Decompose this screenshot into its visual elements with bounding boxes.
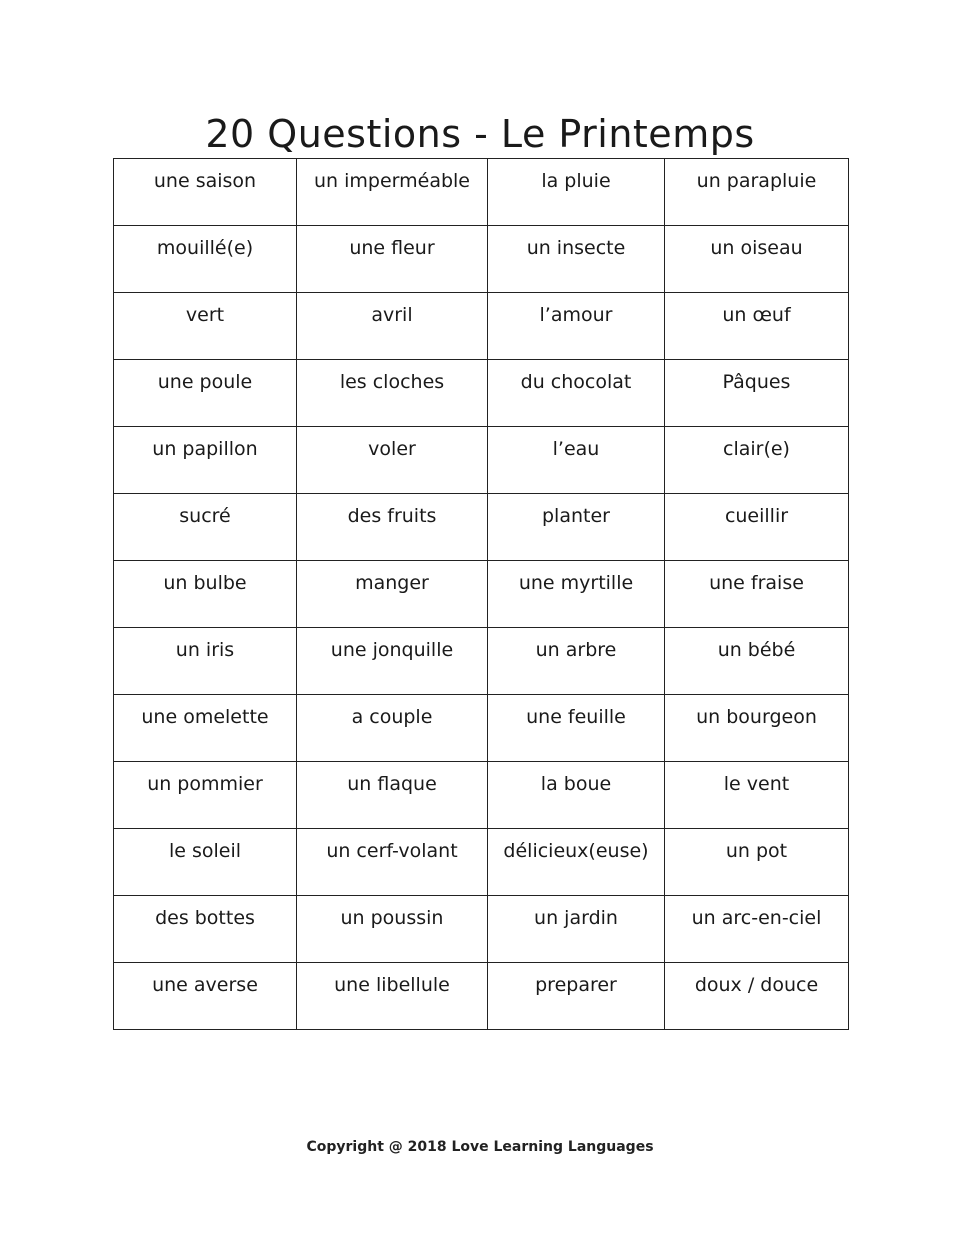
vocab-cell: clair(e) — [665, 427, 849, 494]
vocab-cell: une fraise — [665, 561, 849, 628]
table-row — [114, 427, 849, 494]
vocabulary-table-body — [114, 159, 849, 1030]
vocab-cell: la pluie — [488, 159, 665, 226]
vocab-cell: une omelette — [114, 695, 297, 762]
table-row — [114, 159, 849, 226]
vocab-cell: preparer — [488, 963, 665, 1030]
vocab-cell: un pot — [665, 829, 849, 896]
vocab-cell: des bottes — [114, 896, 297, 963]
vocabulary-table — [113, 158, 849, 1030]
table-row — [114, 226, 849, 293]
vocab-cell: avril — [297, 293, 488, 360]
vocab-cell: une libellule — [297, 963, 488, 1030]
vocab-cell: le vent — [665, 762, 849, 829]
vocab-cell: un cerf-volant — [297, 829, 488, 896]
vocab-cell: un arc-en-ciel — [665, 896, 849, 963]
vocab-cell: un imperméable — [297, 159, 488, 226]
vocab-cell: une myrtille — [488, 561, 665, 628]
vocab-cell: un papillon — [114, 427, 297, 494]
vocab-cell: un insecte — [488, 226, 665, 293]
vocab-cell: la boue — [488, 762, 665, 829]
vocab-cell: une averse — [114, 963, 297, 1030]
table-row — [114, 762, 849, 829]
page-title: 20 Questions - Le Printemps — [205, 112, 755, 156]
vocab-cell: l’amour — [488, 293, 665, 360]
table-row — [114, 494, 849, 561]
vocab-cell: planter — [488, 494, 665, 561]
table-row — [114, 695, 849, 762]
vocab-cell: un jardin — [488, 896, 665, 963]
vocab-cell: l’eau — [488, 427, 665, 494]
vocab-cell: délicieux(euse) — [488, 829, 665, 896]
vocab-cell: le soleil — [114, 829, 297, 896]
vocab-cell: une fleur — [297, 226, 488, 293]
table-row — [114, 293, 849, 360]
vocab-cell: les cloches — [297, 360, 488, 427]
vocab-cell: du chocolat — [488, 360, 665, 427]
table-row — [114, 963, 849, 1030]
table-row — [114, 829, 849, 896]
vocab-cell: doux / douce — [665, 963, 849, 1030]
vocab-cell: une saison — [114, 159, 297, 226]
vocab-cell: une feuille — [488, 695, 665, 762]
vocab-cell: voler — [297, 427, 488, 494]
vocab-cell: un oiseau — [665, 226, 849, 293]
vocab-cell: un parapluie — [665, 159, 849, 226]
vocab-cell: un bébé — [665, 628, 849, 695]
table-row — [114, 561, 849, 628]
table-row — [114, 896, 849, 963]
table-row — [114, 628, 849, 695]
vocab-cell: Pâques — [665, 360, 849, 427]
vocab-cell: sucré — [114, 494, 297, 561]
vocab-cell: des fruits — [297, 494, 488, 561]
vocab-cell: un flaque — [297, 762, 488, 829]
vocab-cell: un bulbe — [114, 561, 297, 628]
table-row — [114, 360, 849, 427]
vocab-cell: cueillir — [665, 494, 849, 561]
vocab-cell: un arbre — [488, 628, 665, 695]
vocab-cell: un poussin — [297, 896, 488, 963]
vocab-cell: un iris — [114, 628, 297, 695]
vocab-cell: un œuf — [665, 293, 849, 360]
vocab-cell: une jonquille — [297, 628, 488, 695]
vocab-cell: un pommier — [114, 762, 297, 829]
vocab-cell: manger — [297, 561, 488, 628]
vocab-cell: a couple — [297, 695, 488, 762]
vocab-cell: un bourgeon — [665, 695, 849, 762]
vocab-cell: vert — [114, 293, 297, 360]
vocab-cell: une poule — [114, 360, 297, 427]
vocab-cell: mouillé(e) — [114, 226, 297, 293]
copyright-notice: Copyright @ 2018 Love Learning Languages — [306, 1139, 654, 1155]
